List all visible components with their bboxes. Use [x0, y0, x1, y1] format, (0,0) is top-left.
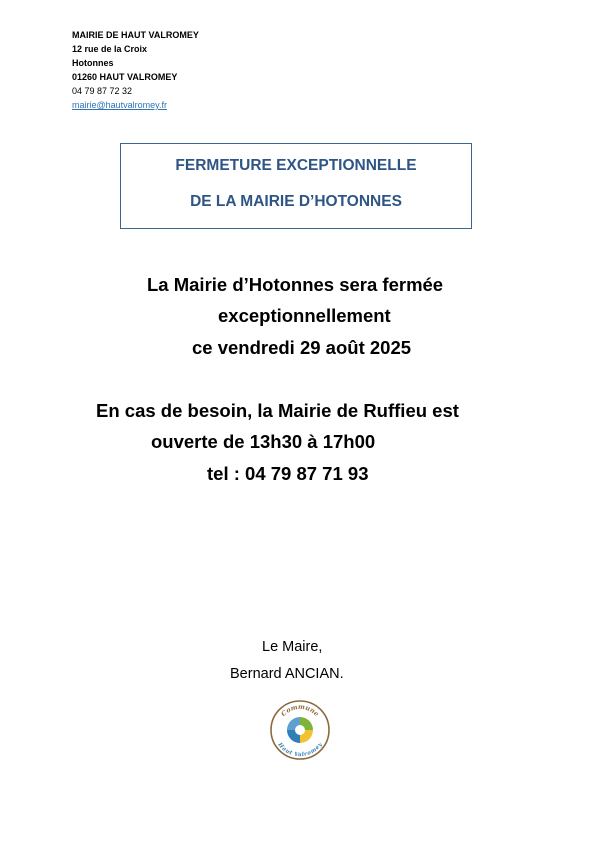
commune-logo — [269, 699, 331, 761]
title-line-2: DE LA MAIRIE D’HOTONNES — [190, 193, 402, 210]
alternative-line-3: tel : 04 79 87 71 93 — [207, 463, 369, 484]
sender-phone: 04 79 87 72 32 — [72, 86, 133, 96]
alternative-line-1: En cas de besoin, la Mairie de Ruffieu est — [96, 400, 459, 421]
title-line-1: FERMETURE EXCEPTIONNELLE — [175, 157, 417, 174]
notice-line-2: exceptionnellement — [218, 305, 391, 326]
sender-email-link[interactable]: mairie@hautvalromey.fr — [72, 100, 167, 110]
sender-org-name: MAIRIE DE HAUT VALROMEY — [72, 30, 199, 40]
logo-blue-swirl — [287, 730, 300, 743]
sender-address-block — [72, 28, 199, 112]
commune-logo-emblem — [269, 699, 331, 761]
sender-locality: Hotonnes — [72, 58, 114, 68]
alternative-line-2: ouverte de 13h30 à 17h00 — [151, 431, 376, 452]
title-box — [120, 143, 472, 229]
logo-top-text: Commune — [279, 702, 321, 719]
sender-postal-city: 01260 HAUT VALROMEY — [72, 72, 178, 82]
logo-green-swirl — [300, 717, 313, 730]
sender-street: 12 rue de la Croix — [72, 44, 148, 54]
logo-lightblue-swirl — [287, 717, 300, 730]
signature-role: Le Maire, — [262, 639, 323, 655]
signature-name: Bernard ANCIAN. — [230, 666, 344, 682]
notice-line-1: La Mairie d’Hotonnes sera fermée — [147, 274, 444, 295]
notice-line-3: ce vendredi 29 août 2025 — [192, 337, 412, 358]
logo-bottom-text: Haut Valromey — [276, 741, 324, 759]
logo-yellow-swirl — [300, 730, 313, 743]
